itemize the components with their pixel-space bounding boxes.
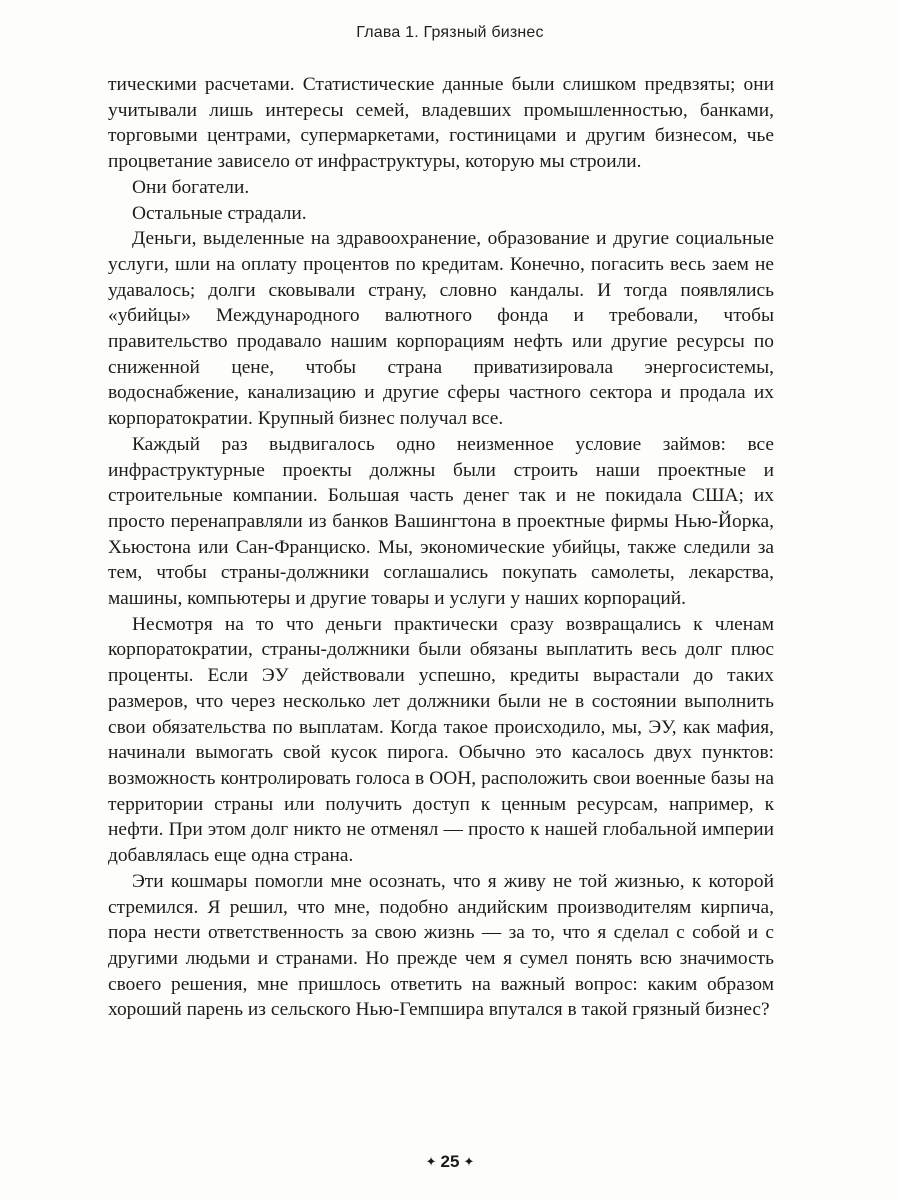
paragraph: Каждый раз выдвигалось одно неизменное условие займов: все инфраструктурные проекты должны были строить наши проектные и строительные компании. Большая часть денег так и не покидала США; их просто перенаправляли из банков Вашингтона в проектные фирмы Нью-Йорка, Хьюстона или Сан-Франциско. Мы, экономические убийцы, также следили за тем, чтобы страны-должники соглашались покупать самолеты, лекарства, машины, компьютеры и другие товары и услуги у наших корпораций.	[108, 433, 774, 610]
running-head-chapter-title: Глава 1. Грязный бизнес	[356, 24, 544, 41]
paragraph: Деньги, выделенные на здравоохранение, образование и другие социальные услуги, шли на оплату процентов по кредитам. Конечно, погасить весь заем не удавалось; долги сковывали страну, словно кандалы. И тогда появлялись «убийцы» Международного валютного фонда и требовали, чтобы правительство продавало нашим корпорациям нефть или другие ресурсы по сниженной цене, чтобы страна приватизировала энергосистемы, водоснабжение, канализацию и другие сферы частного сектора и продала их корпоратократии. Крупный бизнес получал все.	[108, 228, 774, 430]
body-text	[108, 72, 774, 1023]
page-number: 25	[440, 1152, 460, 1171]
paragraph: Они богатели.	[132, 176, 250, 198]
diamond-ornament-icon: ✦	[463, 1154, 475, 1169]
page-number-footer	[0, 1152, 900, 1172]
paragraph: Остальные страдали.	[132, 202, 307, 224]
paragraph: Эти кошмары помогли мне осознать, что я живу не той жизнью, к которой стремился. Я решил, что мне, подобно андийским производителям кирпича, пора нести ответственность за свою жизнь — за то, что я сделал с собой и с другими людьми и странами. Но прежде чем я сумел понять всю значимость своего решения, мне пришлось ответить на важный вопрос: каким образом хороший парень из сельского Нью-Гемпшира впутался в такой грязный бизнес?	[108, 870, 774, 1021]
diamond-ornament-icon: ✦	[425, 1154, 437, 1169]
paragraph-continued: тическими расчетами. Статистические данные были слишком предвзяты; они учитывали лишь интересы семей, владевших промышленностью, банками, торговыми центрами, супермаркетами, гостиницами и другим бизнесом, чье процветание зависело от инфраструктуры, которую мы строили.	[108, 74, 774, 173]
paragraph: Несмотря на то что деньги практически сразу возвращались к членам корпоратократии, страны-должники были обязаны выплатить весь долг плюс проценты. Если ЭУ действовали успешно, кредиты вырастали до таких размеров, что через несколько лет должники были не в состоянии выполнить свои обязательства по выплатам. Когда такое происходило, мы, ЭУ, как мафия, начинали вымогать свой кусок пирога. Обычно это касалось двух пунктов: возможность контролировать голоса в ООН, расположить свои военные базы на территории страны или получить доступ к ценным ресурсам, например, к нефти. При этом долг никто не отменял — просто к нашей глобальной империи добавлялась еще одна страна.	[108, 613, 774, 867]
